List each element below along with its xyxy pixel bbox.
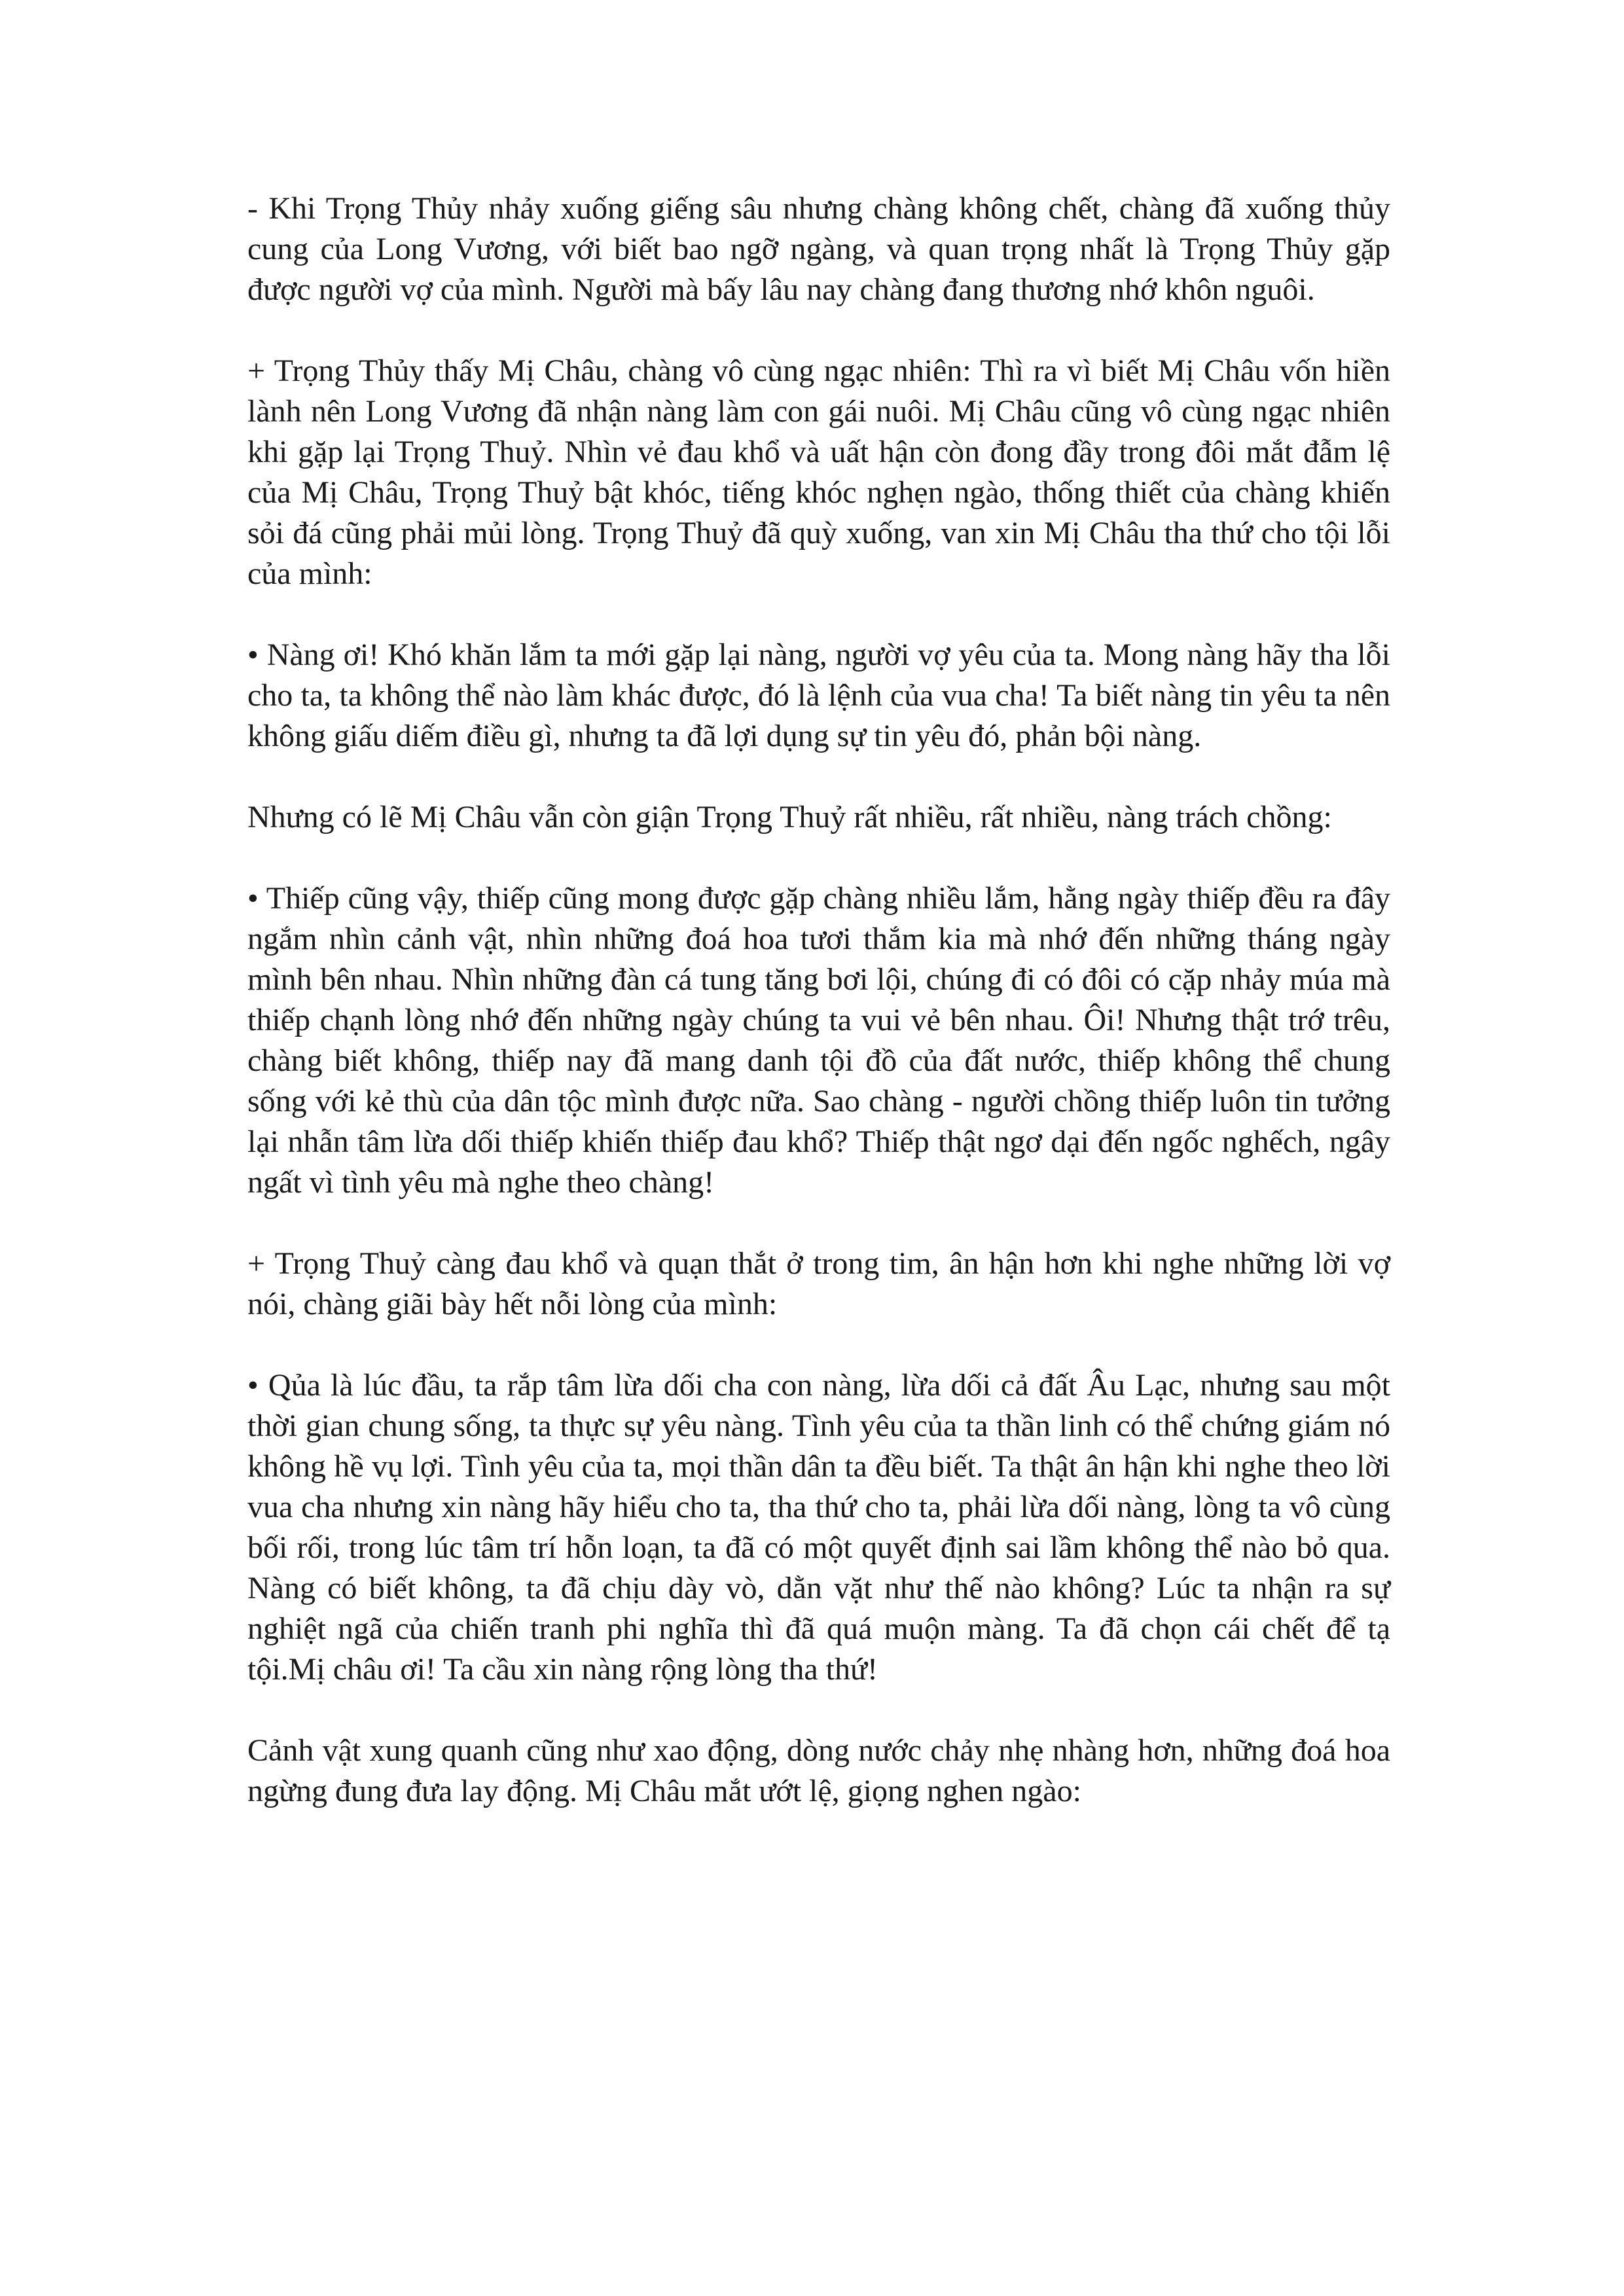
paragraph-8: Cảnh vật xung quanh cũng như xao động, dòng nước chảy nhẹ nhàng hơn, những đoá hoa ngừng đung đưa lay động. Mị Châu mắt ướt lệ, giọng nghen ngào: [247, 1733, 1390, 1808]
paragraph-4: Nhưng có lẽ Mị Châu vẫn còn giận Trọng Thuỷ rất nhiều, rất nhiều, nàng trách chồng: [247, 800, 1332, 834]
paragraph-2: + Trọng Thủy thấy Mị Châu, chàng vô cùng ngạc nhiên: Thì ra vì biết Mị Châu vốn hiền lành nên Long Vương đã nhận nàng làm con gái nuôi. Mị Châu cũng vô cùng ngạc nhiên khi gặp lại Trọng Thuỷ. Nhìn vẻ đau khổ và uất hận còn đong đầy trong đôi mắt đẫm lệ của Mị Châu, Trọng Thuỷ bật khóc, tiếng khóc nghẹn ngào, thống thiết của chàng khiến sỏi đá cũng phải mủi lòng. Trọng Thuỷ đã quỳ xuống, van xin Mị Châu tha thứ cho tội lỗi của mình: [247, 353, 1390, 591]
paragraph-3: • Nàng ơi! Khó khăn lắm ta mới gặp lại nàng, người vợ yêu của ta. Mong nàng hãy tha lỗi cho ta, ta không thể nào làm khác được, đó là lệnh của vua cha! Ta biết nàng tin yêu ta nên không giấu diếm điều gì, nhưng ta đã lợi dụng sự tin yêu đó, phản bội nàng. [247, 637, 1390, 753]
paragraph-1: - Khi Trọng Thủy nhảy xuống giếng sâu nhưng chàng không chết, chàng đã xuống thủy cung của Long Vương, với biết bao ngỡ ngàng, và quan trọng nhất là Trọng Thủy gặp được người vợ của mình. Người mà bấy lâu nay chàng đang thương nhớ khôn nguôi. [247, 191, 1390, 307]
paragraph-5: • Thiếp cũng vậy, thiếp cũng mong được gặp chàng nhiều lắm, hằng ngày thiếp đều ra đây ngắm nhìn cảnh vật, nhìn những đoá hoa tươi thắm kia mà nhớ đến những tháng ngày mình bên nhau. Nhìn những đàn cá tung tăng bơi lội, chúng đi có đôi có cặp nhảy múa mà thiếp chạnh lòng nhớ đến những ngày chúng ta vui vẻ bên nhau. Ôi! Nhưng thật trớ trêu, chàng biết không, thiếp nay đã mang danh tội đồ của đất nước, thiếp không thể chung sống với kẻ thù của dân tộc mình được nữa. Sao chàng - người chồng thiếp luôn tin tưởng lại nhẫn tâm lừa dối thiếp khiến thiếp đau khổ? Thiếp thật ngơ dại đến ngốc nghếch, ngây ngất vì tình yêu mà nghe theo chàng! [247, 881, 1390, 1200]
paragraph-6: + Trọng Thuỷ càng đau khổ và quạn thắt ở trong tim, ân hận hơn khi nghe những lời vợ nói, chàng giãi bày hết nỗi lòng của mình: [247, 1246, 1390, 1321]
paragraph-7: • Qủa là lúc đầu, ta rắp tâm lừa dối cha con nàng, lừa dối cả đất Âu Lạc, nhưng sau một thời gian chung sống, ta thực sự yêu nàng. Tình yêu của ta thần linh có thể chứng giám nó không hề vụ lợi. Tình yêu của ta, mọi thần dân ta đều biết. Ta thật ân hận khi nghe theo lời vua cha nhưng xin nàng hãy hiểu cho ta, tha thứ cho ta, phải lừa dối nàng, lòng ta vô cùng bối rối, trong lúc tâm trí hỗn loạn, ta đã có một quyết định sai lầm không thể nào bỏ qua. Nàng có biết không, ta đã chịu dày vò, dằn vặt như thế nào không? Lúc ta nhận ra sự nghiệt ngã của chiến tranh phi nghĩa thì đã quá muộn màng. Ta đã chọn cái chết để tạ tội.Mị châu ơi! Ta cầu xin nàng rộng lòng tha thứ! [247, 1368, 1390, 1687]
document-body [247, 188, 1390, 1812]
